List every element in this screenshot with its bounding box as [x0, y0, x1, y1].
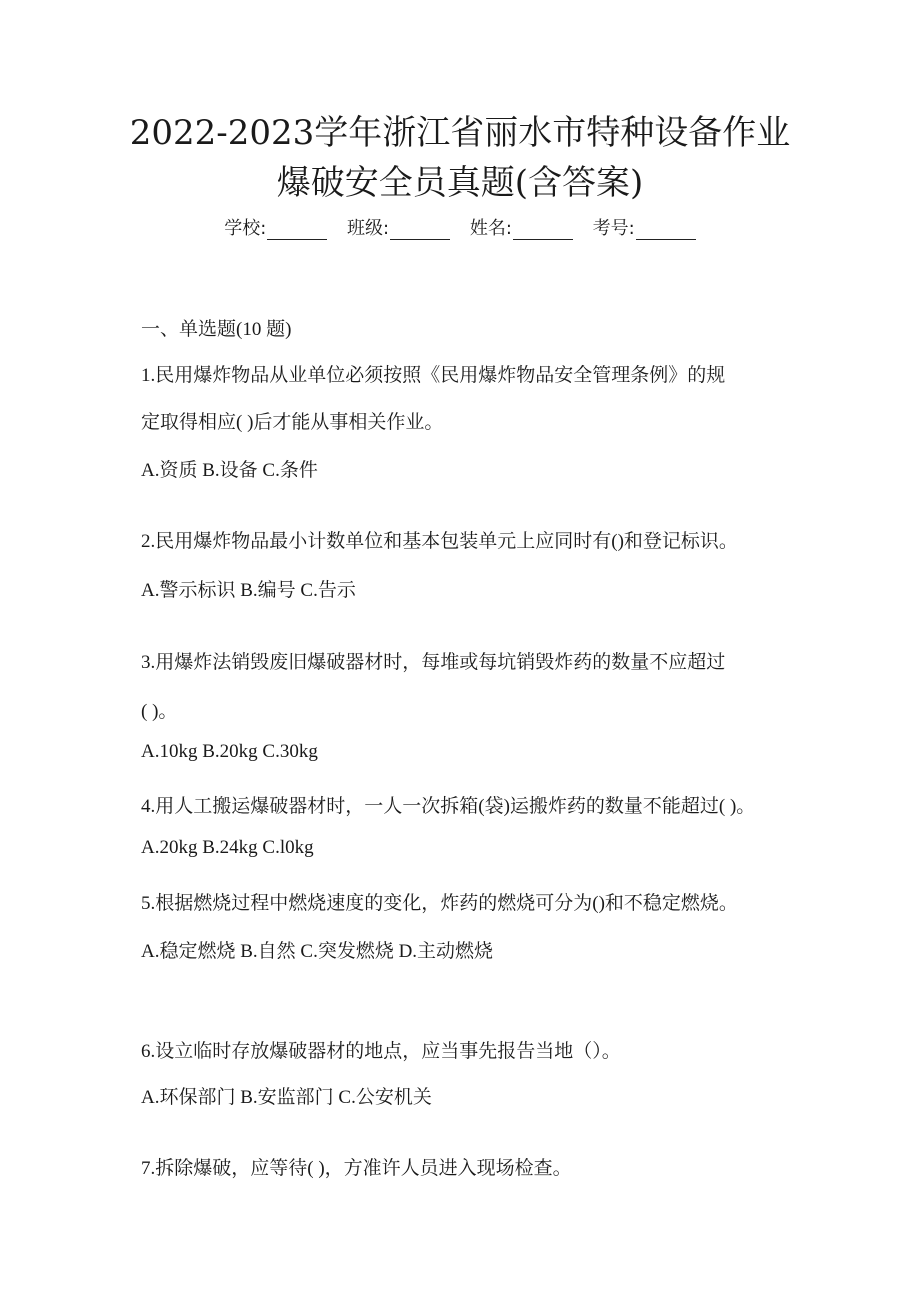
- document-title-line-2: 爆破安全员真题(含答案): [276, 163, 644, 203]
- name-blank: [513, 221, 573, 240]
- question-6-text-line-1: 6.设立临时存放爆破器材的地点，应当事先报告当地（）。: [141, 1041, 621, 1062]
- exam-number-field: [593, 218, 696, 240]
- question-5-options: A.稳定燃烧 B.自然 C.突发燃烧 D.主动燃烧: [141, 941, 494, 962]
- question-6-options: A.环保部门 B.安监部门 C.公安机关: [141, 1087, 432, 1108]
- class-blank: [390, 221, 450, 240]
- school-field: [224, 218, 327, 240]
- question-1-text-line-1: 1.民用爆炸物品从业单位必须按照《民用爆炸物品安全管理条例》的规: [141, 365, 726, 386]
- class-label: 班级:: [347, 218, 390, 239]
- question-4-text-line-1: 4.用人工搬运爆破器材时，一人一次拆箱(袋)运搬炸药的数量不能超过( )。: [141, 796, 756, 817]
- class-field: [347, 218, 450, 240]
- document-title-line-1: 2022-2023学年浙江省丽水市特种设备作业: [129, 113, 791, 153]
- school-label: 学校:: [224, 218, 267, 239]
- question-1-options: A.资质 B.设备 C.条件: [141, 460, 318, 481]
- name-label: 姓名:: [469, 218, 512, 239]
- question-3-text-line-2: ( )。: [141, 701, 178, 722]
- section-heading: 一、单选题(10 题): [141, 319, 292, 340]
- question-3-options: A.10kg B.20kg C.30kg: [141, 741, 318, 762]
- exam-number-label: 考号:: [592, 218, 635, 239]
- question-4-options: A.20kg B.24kg C.l0kg: [141, 837, 314, 858]
- question-2-text-line-1: 2.民用爆炸物品最小计数单位和基本包装单元上应同时有()和登记标识。: [141, 531, 738, 552]
- name-field: [470, 218, 573, 240]
- question-1-text-line-2: 定取得相应( )后才能从事相关作业。: [141, 412, 444, 433]
- student-info-form: [0, 218, 920, 240]
- school-blank: [267, 221, 327, 240]
- question-7-text-line-1: 7.拆除爆破，应等待( )，方准许人员进入现场检查。: [141, 1158, 572, 1179]
- question-2-options: A.警示标识 B.编号 C.告示: [141, 580, 356, 601]
- question-5-text-line-1: 5.根据燃烧过程中燃烧速度的变化，炸药的燃烧可分为()和不稳定燃烧。: [141, 893, 738, 914]
- question-3-text-line-1: 3.用爆炸法销毁废旧爆破器材时，每堆或每坑销毁炸药的数量不应超过: [141, 652, 726, 673]
- exam-number-blank: [636, 221, 696, 240]
